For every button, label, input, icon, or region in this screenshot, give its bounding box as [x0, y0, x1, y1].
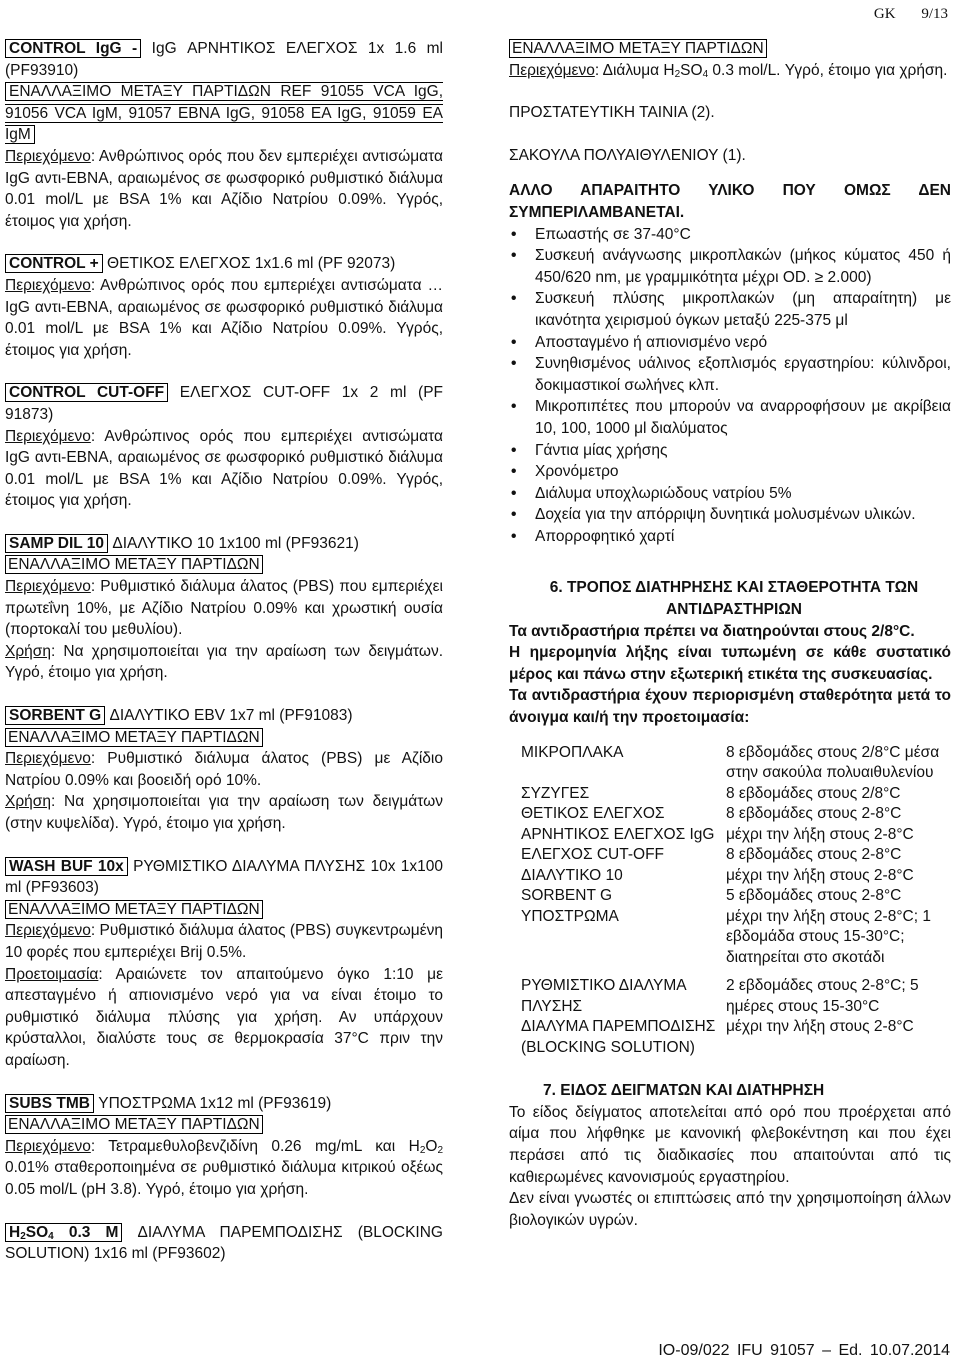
sorbent-code: SORBENT G	[5, 706, 105, 725]
section-7-paragraph-1: Το είδος δείγματος αποτελείται από ορό που προέρχεται από αίμα που λήφθηκε με κανονική φλεβοκέντηση και που έχει περάσει από τις διαδικασίες που απαιτούνται από τις καθιερωμένες κανονισμούς εργαστηρίου.	[509, 1103, 951, 1186]
content-label: Περιεχόμενο	[5, 276, 91, 294]
control-positive-code: CONTROL +	[5, 254, 103, 273]
stop-solution-content-c: 0.3 mol/L. Υγρό, έτοιμο για χρήση.	[708, 61, 948, 79]
stability-name: ΡΥΘΜΙΣΤΙΚΟ ΔΙΑΛΥΜΑ ΠΛΥΣΗΣ	[521, 977, 686, 1015]
section-6-stability-note: Τα αντιδραστήρια έχουν περιορισμένη σταθερότητα μετά το άνοιγμα και/ή την προετοιμασία:	[509, 687, 951, 727]
stop-solution-continued	[509, 38, 951, 81]
subscript: 2	[437, 1144, 443, 1156]
substrate-content-b: O	[425, 1137, 438, 1155]
content-label: Περιεχόμενο	[5, 750, 91, 768]
section-6-storage: Τα αντιδραστήρια πρέπει να διατηρούνται στους 2/8°C.	[509, 622, 915, 640]
control-negative-interchange: ΕΝΑΛΛΑΞΙΜΟ ΜΕΤΑΞΥ ΠΑΡΤΙΔΩΝ REF 91055 VCA IgG, 91056 VCA IgM, 91057 EBNA IgG, 91058 EA IgG, 91059 EA IgM	[5, 83, 443, 144]
content-label: Περιεχόμενο	[509, 61, 595, 79]
stability-value: μέχρι την λήξη στους 2-8°C	[726, 866, 914, 884]
stability-value: μέχρι την λήξη στους 2-8°C; 1 εβδομάδα στους 15-30°C; διατηρείται στο σκοτάδι	[726, 907, 931, 966]
substrate-content-a: : Τετραμεθυλοβενζιδίνη 0.26 mg/mL και H	[90, 1137, 420, 1155]
subscript: 2	[419, 1144, 426, 1156]
control-negative-section	[5, 38, 443, 232]
stability-name: ΘΕΤΙΚΟΣ ΕΛΕΓΧΟΣ	[521, 805, 665, 823]
stop-solution-content-b: SO	[680, 61, 703, 79]
stability-value: 5 εβδομάδες στους 2-8°C	[726, 887, 902, 905]
sample-diluent-interchange: ΕΝΑΛΛΑΞΙΜΟ ΜΕΤΑΞΥ ΠΑΡΤΙΔΩΝ	[5, 555, 263, 574]
document-footer: IO-09/022 IFU 91057 – Ed. 10.07.2014	[658, 1342, 950, 1360]
control-cutoff-title: ΕΛΕΓΧΟΣ CUT-OFF 1x 2 ml (PF 91873)	[5, 384, 444, 423]
control-negative-code: CONTROL IgG -	[5, 39, 141, 58]
stability-value: μέχρι την λήξη στους 2-8°C	[726, 1018, 914, 1036]
stability-value: 8 εβδομάδες στους 2-8°C	[726, 846, 902, 864]
left-column	[5, 38, 443, 1286]
page-header	[852, 4, 948, 26]
wash-buffer-code: WASH BUF 10x	[5, 857, 128, 876]
sorbent-use: : Να χρησιμοποιείται για την αραίωση των δειγμάτων (στην κυψελίδα). Υγρό, έτοιμο για χρήση.	[5, 793, 443, 832]
list-item: • Συνηθισμένος υάλινος εξοπλισμός εργαστηρίου: κύλινδροι, δοκιμαστικοί σωλήνες κλπ.	[509, 353, 951, 396]
protective-film: ΠΡΟΣΤΑΤΕΥΤΙΚΗ ΤΑΙΝΙΑ (2).	[509, 104, 715, 122]
subscript: 2	[674, 68, 681, 80]
control-positive-content: : Ανθρώπινος ορός που εμπεριέχει αντισώματα … IgG αντι-EBNA, αραιωμένος σε φωσφορικό ρυθμιστικό διάλυμα 0.01 mol/L με BSA 1% και Αζίδιο Νατρίου 0.09%. Υγρός, έτοιμος για χρήση.	[5, 276, 443, 359]
substrate-section	[5, 1093, 443, 1201]
sample-diluent-code: SAMP DIL 10	[5, 534, 108, 553]
section-6-expiry: Η ημερομηνία λήξης είναι τυπωμένη σε κάθε συστατικό μέρος και πάνω στην εξωτερική ετικέτα της συσκευασίας.	[509, 644, 951, 683]
sample-diluent-section	[5, 533, 443, 684]
use-label: Χρήση	[5, 642, 51, 660]
stability-name: ΕΛΕΓΧΟΣ CUT-OFF	[521, 846, 665, 864]
stop-solution-interchange: ΕΝΑΛΛΑΞΙΜΟ ΜΕΤΑΞΥ ΠΑΡΤΙΔΩΝ	[509, 39, 767, 58]
list-item: • Χρονόμετρο	[509, 461, 951, 483]
list-item: • Απορροφητικό χαρτί	[509, 526, 951, 548]
stop-solution-section	[5, 1222, 443, 1265]
stability-name: ΜΙΚΡΟΠΛΑΚΑ	[521, 743, 624, 761]
sorbent-content: : Ρυθμιστικό διάλυμα άλατος (PBS) με Αζίδιο Νατρίου 0.09% και βοοειδή ορό 10%.	[5, 750, 443, 789]
wash-buffer-title: ΡΥΘΜΙΣΤΙΚΟ ΔΙΑΛΥΜΑ ΠΛΥΣΗΣ 10x 1x100 ml (PF93603)	[5, 857, 443, 897]
stability-name: ΥΠΟΣΤΡΩΜΑ	[521, 907, 619, 925]
control-negative-content: : Ανθρώπινος ορός που δεν εμπεριέχει αντισώματα IgG αντι-EBNA, αραιωμένος σε φωσφορικό ρυθμιστικό διάλυμα 0.01 mol/L με BSA 1% και Αζίδιο Νατρίου 0.09%. Υγρός, έτοιμος για χρήση.	[5, 147, 443, 230]
control-negative-title: IgG ΑΡΝΗΤΙΚΟΣ ΕΛΕΓΧΟΣ 1x 1.6 ml (PF93910)	[5, 40, 443, 79]
list-item: • Μικροπιπέτες που μπορούν να αναρροφήσουν με ακρίβεια 10, 100, 1000 μl διαλύματος	[509, 396, 951, 439]
stability-value: 2 εβδομάδες στους 2-8°C; 5 ημέρες στους 15-30°C	[726, 977, 919, 1015]
stop-solution-title: ΔΙΑΛΥΜΑ ΠΑΡΕΜΠΟΔΙΣΗΣ (BLOCKING SOLUTION) 1x16 ml (PF93602)	[5, 1223, 443, 1263]
stability-name: ΑΡΝΗΤΙΚΟΣ ΕΛΕΓΧΟΣ IgG	[521, 825, 715, 843]
stability-table	[509, 743, 951, 1059]
stability-name: ΔΙΑΛΥΤΙΚΟ 10	[521, 866, 623, 884]
stability-value: μέχρι την λήξη στους 2-8°C	[726, 825, 914, 843]
control-cutoff-section	[5, 382, 443, 512]
stability-value: 8 εβδομάδες στους 2/8°C μέσα στην σακούλα πολυαιθυλενίου	[726, 743, 940, 782]
sorbent-title: ΔΙΑΛΥΤΙΚΟ EBV 1x7 ml (PF91083)	[109, 707, 353, 725]
sample-diluent-use: : Να χρησιμοποιείται για την αραίωση των δειγμάτων. Υγρό, έτοιμο για χρήση.	[5, 642, 443, 682]
substrate-title: ΥΠΟΣΤΡΩΜΑ 1x12 ml (PF93619)	[98, 1094, 332, 1112]
sorbent-interchange: ΕΝΑΛΛΑΞΙΜΟ ΜΕΤΑΞΥ ΠΑΡΤΙΔΩΝ	[5, 728, 263, 747]
language-code: GK	[873, 6, 896, 22]
list-item: • Επωαστής σε 37-40°C	[509, 224, 951, 246]
list-item: • Αποσταγμένο ή απιονισμένο νερό	[509, 332, 951, 354]
polyethylene-bag: ΣΑΚΟΥΛΑ ΠΟΛΥΑΙΘΥΛΕΝΙΟΥ (1).	[509, 146, 746, 164]
wash-buffer-section	[5, 856, 443, 1072]
content-label: Περιεχόμενο	[5, 578, 91, 596]
wash-buffer-content: : Ρυθμιστικό διάλυμα άλατος (PBS) συγκεντρωμένη 10 φορές που εμπεριέχει Brij 0.5%.	[5, 922, 443, 961]
stability-value: 8 εβδομάδες στους 2-8°C	[726, 805, 902, 823]
content-label: Περιεχόμενο	[5, 1137, 91, 1155]
stability-name: ΔΙΑΛΥΜΑ ΠΑΡΕΜΠΟΔΙΣΗΣ (BLOCKING SOLUTION)	[521, 1018, 716, 1056]
list-item: • Δοχεία για την απόρριψη δυνητικά μολυσμένων υλικών.	[509, 504, 951, 526]
sample-diluent-content: : Ρυθμιστικό διάλυμα άλατος (PBS) που εμπεριέχει πρωτεΐνη 10%, με Αζίδιο Νατρίου 0.09% και χρωστική ουσία (πορτοκαλί του μεθυλίου).	[5, 578, 443, 639]
control-cutoff-code: CONTROL CUT-OFF	[5, 383, 168, 402]
stop-solution-code: $H_2SO_4$ 0.3 M	[5, 1223, 122, 1242]
preparation-label: Προετοιμασία	[5, 965, 99, 983]
control-cutoff-content: : Ανθρώπινος ορός που εμπεριέχει αντισώματα IgG αντι-EBNA, αραιωμένος σε φωσφορικό ρυθμιστικό διάλυμα 0.01 mol/L με BSA 1% και Αζίδιο Νατρίου 0.09%. Υγρός, έτοιμος για χρήση.	[5, 427, 443, 510]
content-label: Περιεχόμενο	[5, 922, 91, 940]
sample-diluent-title: ΔΙΑΛΥΤΙΚΟ 10 1x100 ml (PF93621)	[112, 534, 359, 552]
list-item: • Συσκευή πλύσης μικροπλακών (μη απαραίτητη) με ικανότητα χειρισμού όγκων μεταξύ 225-375 μl	[509, 288, 951, 331]
substrate-interchange: ΕΝΑΛΛΑΞΙΜΟ ΜΕΤΑΞΥ ΠΑΡΤΙΔΩΝ	[5, 1115, 263, 1134]
stability-name: ΣΥΖΥΓΕΣ	[521, 784, 590, 802]
content-label: Περιεχόμενο	[5, 147, 91, 165]
stability-value: 8 εβδομάδες στους 2/8°C	[726, 784, 901, 802]
wash-buffer-preparation: : Αραιώνετε τον απαιτούμενο όγκο 1:10 με απεσταγμένο ή απιονισμένο νερό για να είναι έτοιμο το ρυθμιστικό διάλυμα πλύσης για χρήση. Αν υπάρχουν κρύσταλλοι, διαλύστε τους σε θερμοκρασία 37°C πριν την αραίωση.	[5, 965, 443, 1069]
page-number: 9/13	[921, 6, 948, 22]
sorbent-section	[5, 705, 443, 835]
list-item: • Γάντια μίας χρήσης	[509, 440, 951, 462]
stability-name: SORBENT G	[521, 887, 613, 905]
control-positive-section	[5, 253, 443, 361]
use-label: Χρήση	[5, 793, 51, 811]
section-6-title: 6. ΤΡΟΠΟΣ ΔΙΑΤΗΡΗΣΗΣ ΚΑΙ ΣΤΑΘΕΡΟΤΗΤΑ ΤΩΝ ΑΝΤΙΔΡΑΣΤΗΡΙΩΝ	[549, 579, 919, 619]
section-7-title: 7. ΕΙΔΟΣ ΔΕΙΓΜΑΤΩΝ ΚΑΙ ΔΙΑΤΗΡΗΣΗ	[543, 1082, 825, 1100]
stop-solution-content-a: : Διάλυμα H	[594, 61, 675, 79]
other-material-title: ΑΛΛΟ ΑΠΑΡΑΙΤΗΤΟ ΥΛΙΚΟ ΠΟΥ ΟΜΩΣ ΔΕΝ ΣΥΜΠΕΡΙΛΑΜΒΑΝΕΤΑΙ.	[509, 182, 951, 221]
required-material-list	[509, 224, 951, 548]
section-7-paragraph-2: Δεν είναι γνωστές οι επιπτώσεις από την χρησιμοποίηση άλλων βιολογικών υγρών.	[509, 1190, 951, 1229]
list-item: • Συσκευή ανάγνωσης μικροπλακών (μήκος κύματος 450 ή 450/620 nm, με γραμμικότητα μέχρι OD. ≥ 2.000)	[509, 245, 951, 288]
substrate-code: SUBS TMB	[5, 1094, 94, 1113]
subscript: 4	[702, 68, 709, 80]
content-label: Περιεχόμενο	[5, 427, 91, 445]
control-positive-title: ΘΕΤΙΚΟΣ ΕΛΕΓΧΟΣ 1x1.6 ml (PF 92073)	[107, 255, 396, 273]
substrate-content-c: 0.01% σταθεροποιημένα σε ρυθμιστικό διάλυμα κιτρικού οξέως 0.05 mol/L (pH 3.8). Υγρό, έτοιμο για χρήση.	[5, 1159, 443, 1198]
right-column	[509, 38, 951, 1231]
list-item: • Διάλυμα υποχλωριώδους νατρίου 5%	[509, 483, 951, 505]
wash-buffer-interchange: ΕΝΑΛΛΑΞΙΜΟ ΜΕΤΑΞΥ ΠΑΡΤΙΔΩΝ	[5, 900, 263, 919]
